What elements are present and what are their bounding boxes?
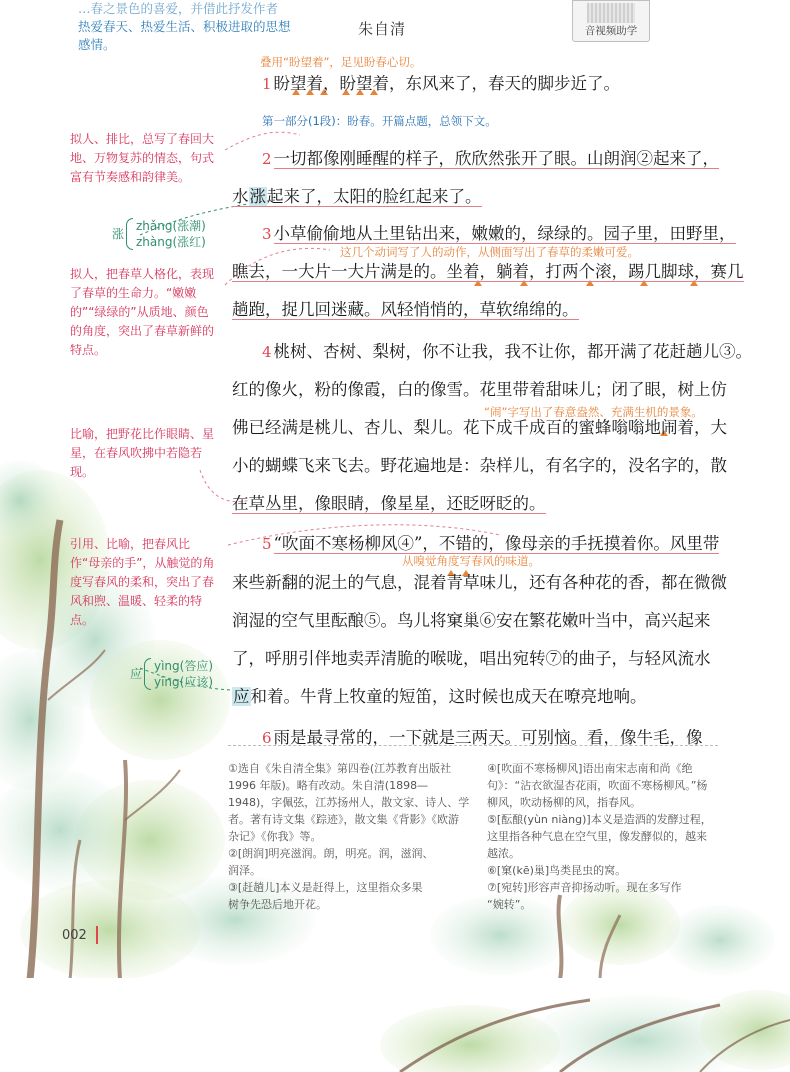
annotation-3: 这几个动词写了人的动作，从侧面写出了春草的柔嫩可爱。	[340, 245, 639, 259]
annotation-2: 第一部分(1段)：盼春。开篇点题，总领下文。	[262, 114, 497, 128]
pinyin-reading-1: zhǎng(涨潮)	[136, 219, 206, 233]
line-text: 小草偷偷地从土里钻出来，嫩嫩的，绿绿的。园子里，田野里，	[273, 224, 736, 243]
footnote-line: 者。著有诗文集《踪迹》，散文集《背影》《欧游	[228, 813, 459, 826]
footnote-line: “婉转”。	[487, 898, 532, 911]
line-text: 盼望着，盼望着，东风来了，春天的脚步近了。	[273, 74, 621, 93]
paragraph-number: 5	[262, 535, 272, 553]
brace-icon	[144, 658, 151, 690]
line-text: 红的像火，粉的像霞，白的像雪。花里带着甜味儿；闭了眼，树上仿	[232, 380, 727, 399]
line-text: 瞧去，一大片一大片满是的。坐着，躺着，打两个滚，踢几脚球，赛几	[232, 262, 744, 281]
line-text: “吹面不寒杨柳风④”，不错的，像母亲的手抚摸着你。风里带	[273, 534, 720, 553]
author-name: 朱自清	[358, 20, 407, 38]
paragraph-number: 1	[262, 75, 272, 93]
footnote-line: ①选自《朱自清全集》第四卷(江苏教育出版社	[228, 762, 452, 775]
side-note-2: 拟人，把春草人格化，表现了春草的生命力。“嫩嫩的”“绿绿的”从质地、颜色的角度，突出了春草新鲜的特点。	[70, 267, 215, 357]
footnote-line: ②[朗润]明亮滋润。朗，明亮。润，滋润、	[228, 847, 434, 860]
text-line-2	[262, 145, 719, 169]
footnote-line: ③[赶趟儿]本义是赶得上，这里指众多果	[228, 881, 423, 894]
footnotes-right	[487, 760, 727, 913]
line-text: 来些新翻的泥土的气息，混着青草味儿，还有各种花的香，都在微微	[232, 573, 727, 592]
side-note-1: 拟人、排比，总写了春回大地、万物复苏的情态，句式富有节奏感和韵律美。	[70, 132, 215, 184]
side-note-4: 引用、比喻，把春风比作“母亲的手”，从触觉的角度写春风的柔和，突出了春风和煦、温暖、轻柔的特点。	[70, 537, 215, 627]
brace-icon	[126, 218, 133, 250]
footnote-line: ⑥[窠(kē)巢]鸟类昆虫的窝。	[487, 864, 627, 877]
qr-label: 音视频助学	[584, 25, 638, 37]
intro-line-2: 感情。	[78, 37, 116, 52]
text-line-4	[262, 220, 736, 244]
pinyin-reading-2: yīng(应该)	[154, 675, 214, 689]
footnote-line: ⑦[宛转]形容声音抑扬动听。现在多写作	[487, 881, 682, 894]
line-text: 和着。牛背上牧童的短笛，这时候也成天在嘹亮地响。	[250, 687, 647, 706]
footnote-line: 杂记》《你我》等。	[228, 830, 322, 843]
highlighted-char: 应	[233, 687, 250, 706]
paragraph-number: 2	[262, 150, 272, 168]
side-note-3: 比喻，把野花比作眼睛、星星，在春风吹拂中若隐若现。	[70, 427, 215, 479]
paragraph-number: 4	[262, 343, 272, 361]
text-line-7	[262, 338, 752, 362]
text-line-13	[232, 569, 727, 593]
line-text: 桃树、杏树、梨树，你不让我，我不让你，都开满了花赶趟儿③。	[273, 342, 753, 361]
annotation-5: 从嗅觉角度写春风的味道。	[402, 554, 540, 568]
text-line-5	[232, 258, 744, 282]
highlighted-char: 涨	[249, 187, 266, 206]
line-text: 了，呼朋引伴地卖弄清脆的喉咙，唱出宛转⑦的曲子，与轻风流水	[232, 649, 711, 668]
footnote-line: 润泽。	[228, 864, 261, 877]
text-line-8	[232, 376, 727, 400]
line-text: 在草丛里，像眼睛，像星星，还眨呀眨的。	[232, 494, 546, 513]
text-line-1	[262, 70, 620, 94]
text-line-15	[232, 645, 711, 669]
text-line-16	[232, 683, 647, 707]
line-text: 雨是最寻常的，一下就是三两天。可别恼。看，像牛毛，像	[273, 728, 703, 747]
footnote-line: 句》：“沾衣欲湿杏花雨，吹面不寒杨柳风。”杨	[487, 779, 708, 792]
annotation-4: “闹”字写出了春意盎然、充满生机的景象。	[484, 405, 703, 419]
footnote-line: 柳风，吹动杨柳的风，指春风。	[487, 796, 641, 809]
footnote-line: 越浓。	[487, 847, 520, 860]
pinyin-reading-1: yìng(答应)	[154, 659, 214, 673]
annotation-1: 叠用“盼望着”，足见盼春心切。	[260, 55, 422, 69]
footnote-line: 这里指各种气息在空气里，像发酵似的，越来	[487, 830, 707, 843]
text-line-12	[262, 530, 719, 554]
line-text: 一切都像刚睡醒的样子，欣欣然张开了眼。山朗润②起来了，	[273, 149, 720, 168]
text-line-3	[232, 183, 482, 207]
footnotes-left	[228, 760, 473, 913]
footnote-line: ④[吹面不寒杨柳风]语出南宋志南和尚《绝	[487, 762, 693, 775]
paragraph-number: 3	[262, 225, 272, 243]
media-qr-badge[interactable]	[572, 0, 650, 42]
line-text: 润湿的空气里酝酿⑤。鸟儿将窠巢⑥安在繁花嫩叶当中，高兴起来	[232, 611, 711, 630]
pinyin-reading-2: zhàng(涨红)	[136, 235, 206, 249]
text-line-11	[232, 490, 546, 514]
line-text: 起来了，太阳的脸红起来了。	[267, 187, 482, 206]
page-number-divider	[96, 926, 98, 944]
text-line-10	[232, 452, 727, 476]
line-text: 佛已经满是桃儿、杏儿、梨儿。花下成千成百的蜜蜂嗡嗡地闹着，大	[232, 418, 727, 437]
line-text: 趟跑，捉几回迷藏。风轻悄悄的，草软绵绵的。	[232, 300, 579, 319]
text-line-9	[232, 414, 727, 438]
line-text: 水	[232, 187, 249, 206]
intro-line-1: 热爱春天、热爱生活、积极进取的思想	[78, 19, 291, 34]
qr-code-icon	[587, 3, 635, 23]
chapter-intro	[78, 0, 308, 54]
line-text: 小的蝴蝶飞来飞去。野花遍地是：杂样儿，有名字的，没名字的，散	[232, 456, 727, 475]
pinyin-char: 应	[130, 667, 143, 681]
page-number: 002	[62, 928, 87, 943]
footnote-divider	[228, 745, 718, 746]
footnote-line: 1948)，字佩弦，江苏扬州人，散文家、诗人、学	[228, 796, 470, 809]
paragraph-number: 6	[262, 729, 272, 747]
footnote-line: ⑤[酝酿(yùn niàng)]本义是造酒的发酵过程，	[487, 813, 712, 826]
text-line-14	[232, 607, 711, 631]
footnote-line: 1996 年版)。略有改动。朱自清(1898—	[228, 779, 429, 792]
text-line-6	[232, 296, 579, 320]
pinyin-char: 涨	[112, 227, 125, 241]
intro-partial-line: …春之景色的喜爱，并借此抒发作者	[78, 1, 279, 16]
footnote-line: 树争先恐后地开花。	[228, 898, 327, 911]
